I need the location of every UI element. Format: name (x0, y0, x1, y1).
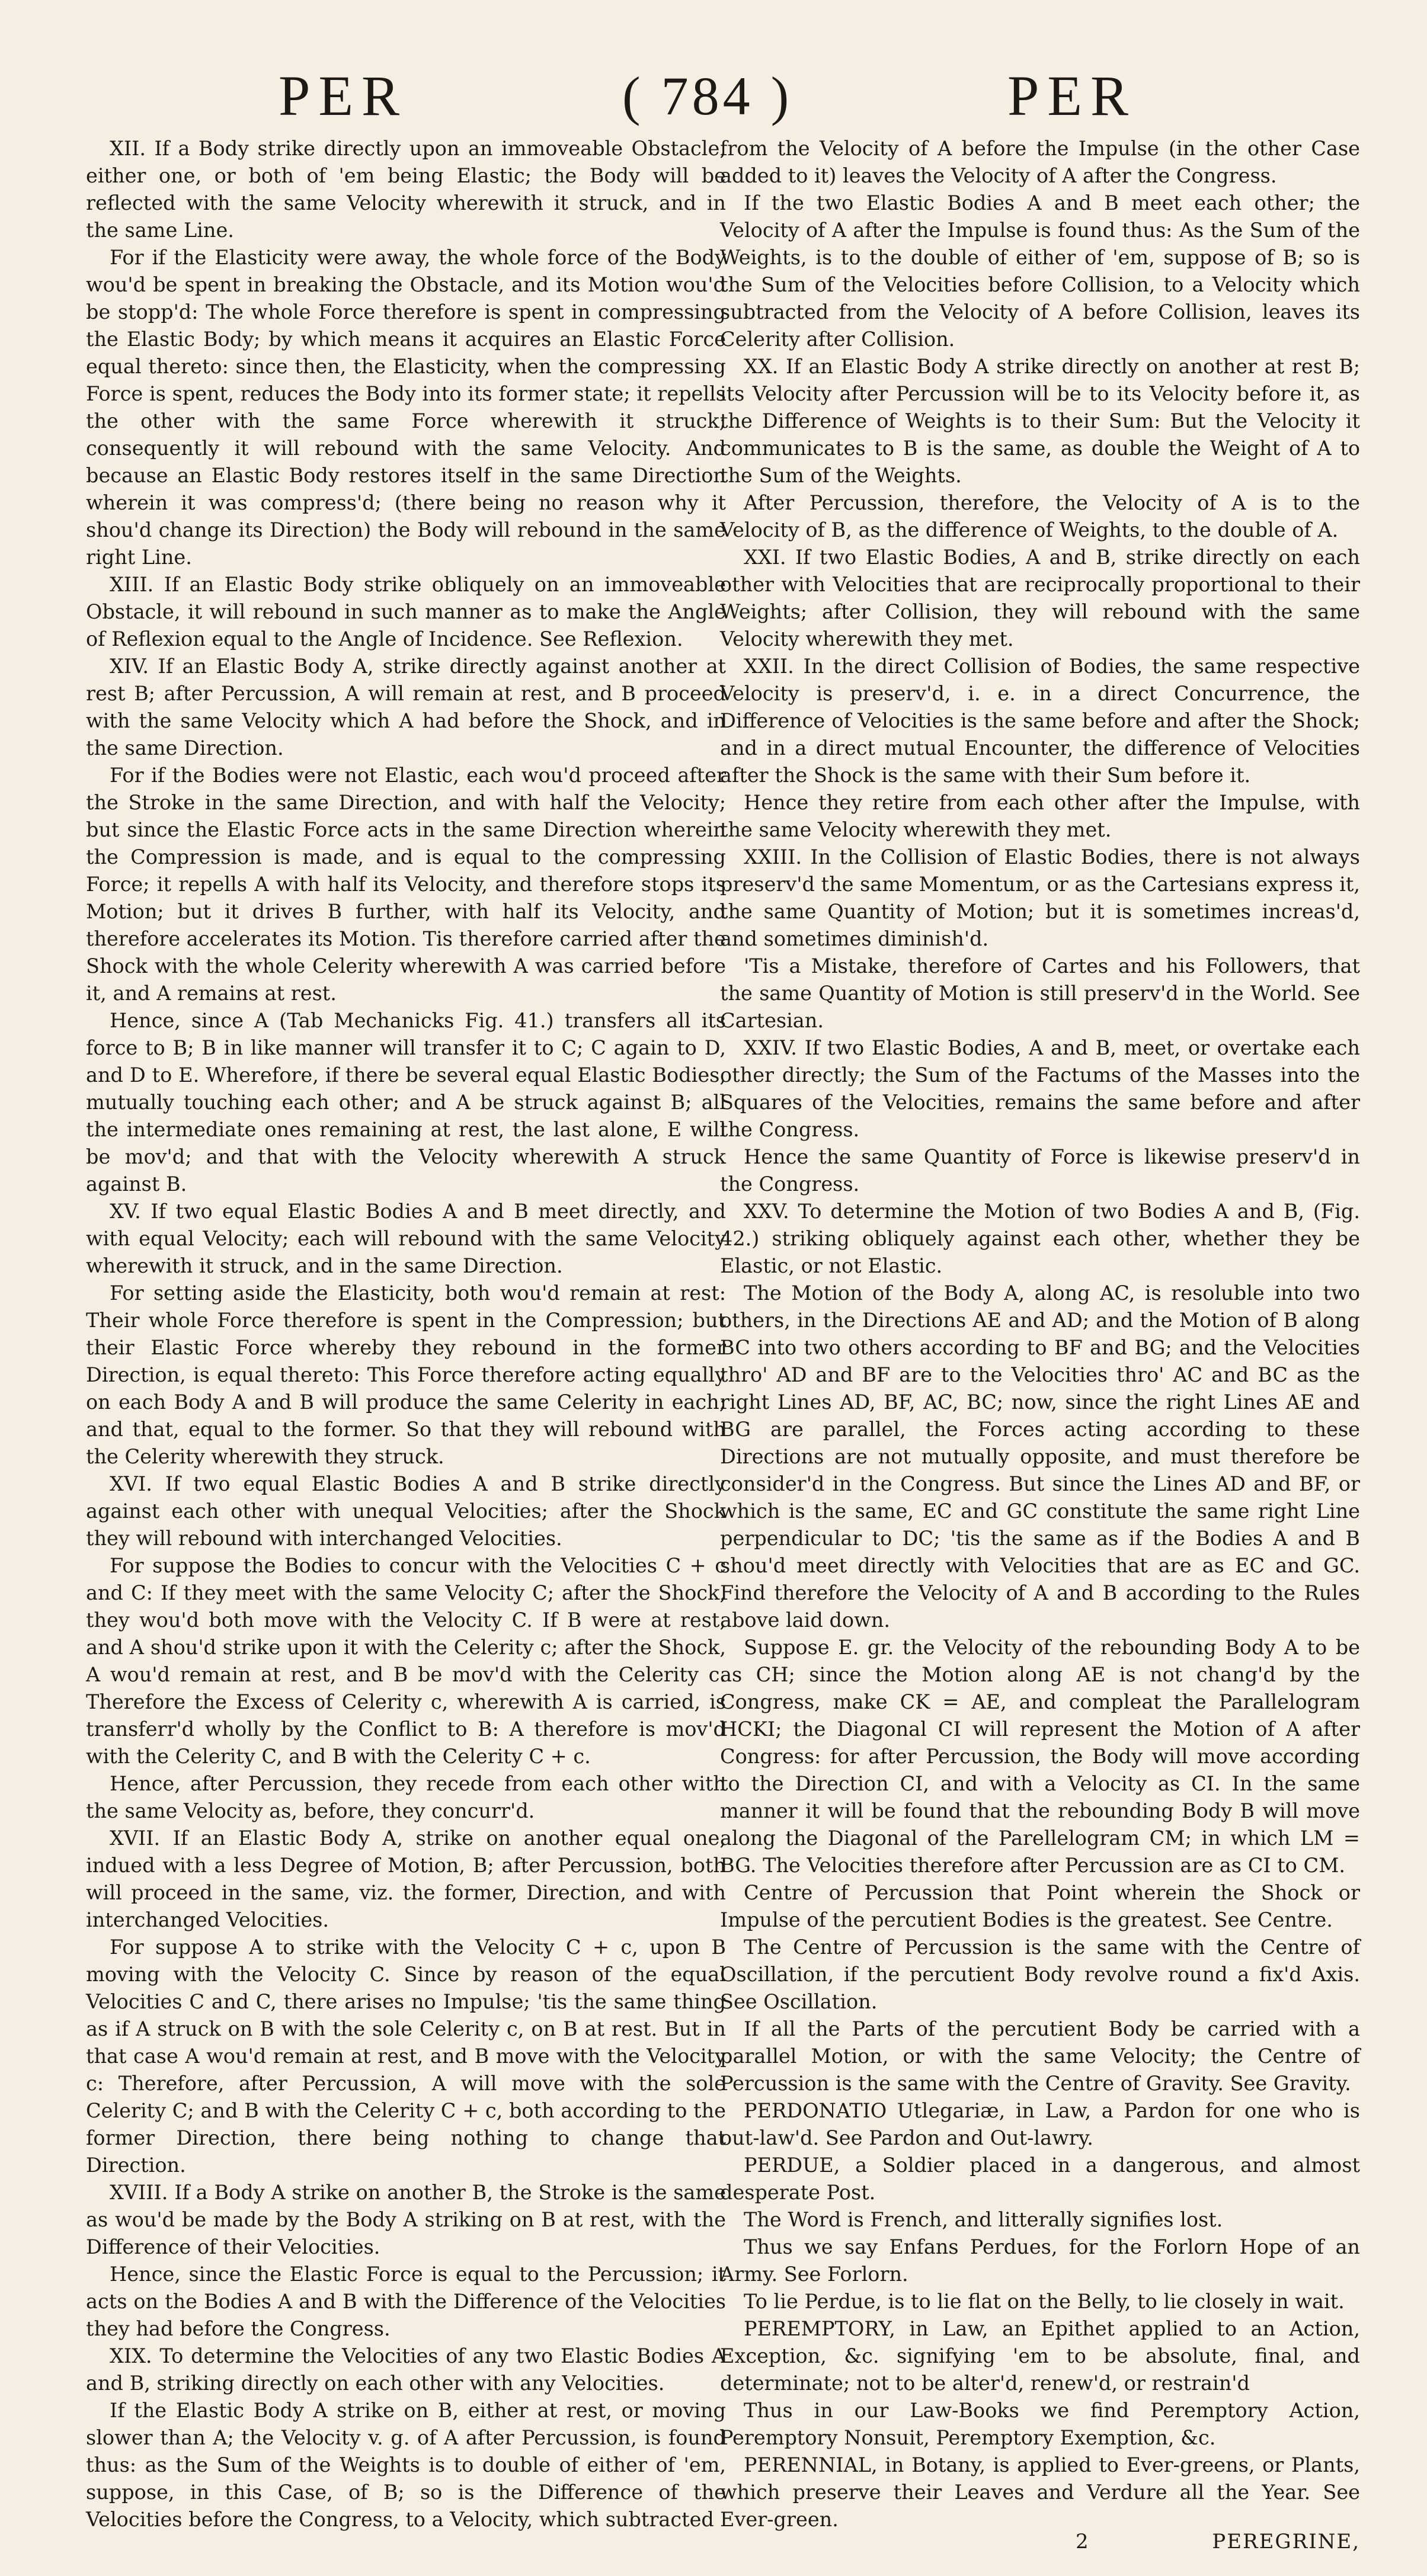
paragraph: XXIII. In the Collision of Elastic Bodies, there is not always preserv'd the same Momentum, or as the Cartesians express it, the same Quantity of Motion; but it is sometimes increas'd, and sometimes diminish'd. (720, 845, 1360, 950)
paragraph: Hence they retire from each other after the Impulse, with the same Velocity wherewith they met. (720, 791, 1360, 841)
paragraph: The Motion of the Body A, along AC, is resoluble into two others, in the Directions AE and AD; and the Motion of B along BC into two others according to BF and BG; and the Velocities thro' AD and BF are to the Velocities thro' AC and BC as the right Lines AD, BF, AC, BC; now, since the right Lines AE and BG are parallel, the Forces acting according to these Directions are not mutually opposite, and must therefore be consider'd in the Congress. But since the Lines AD and BF, or which is the same, EC and GC constitute the same right Line perpendicular to DC; 'tis the same as if the Bodies A and B shou'd meet directly with Velocities that are as EC and GC. Find therefore the Velocity of A and B according to the Rules above laid down. (720, 1281, 1360, 1632)
paragraph: XIII. If an Elastic Body strike obliquely on an immoveable Obstacle, it will rebound in such manner as to make the Angle of Reflexion equal to the Angle of Incidence. See Reflexion. (86, 573, 726, 651)
catchword: PEREGRINE, (1212, 2530, 1360, 2553)
paragraph: Hence, after Percussion, they recede from each other with the same Velocity as, before, they concurr'd. (86, 1772, 726, 1822)
paragraph: The Centre of Percussion is the same with the Centre of Oscillation, if the percutient Body revolve round a fix'd Axis. See Oscillation. (720, 1936, 1360, 2013)
page-footer (720, 2530, 1360, 2559)
paragraph: XIV. If an Elastic Body A, strike directly against another at rest B; after Percussion, A will remain at rest, and B proceed with the same Velocity which A had before the Shock, and in the same Direction. (86, 655, 726, 760)
paragraph: PEREMPTORY, in Law, an Epithet applied to an Action, Exception, &c. signifying 'em to be absolute, final, and determinate; not to be alter'd, renew'd, or restrain'd (720, 2317, 1360, 2395)
paragraph: If the two Elastic Bodies A and B meet each other; the Velocity of A after the Impulse is found thus: As the Sum of the Weights, is to the double of either of 'em, suppose of B; so is the Sum of the Velocities before Collision, to a Velocity which subtracted from the Velocity of A before Collision, leaves its Celerity after Collision. (720, 191, 1360, 351)
paragraph: Centre of Percussion that Point wherein the Shock or Impulse of the percutient Bodies is the greatest. See Centre. (720, 1881, 1360, 1931)
left-column (86, 135, 726, 2533)
paragraph: For setting aside the Elasticity, both wou'd remain at rest: Their whole Force therefore is spent in the Compression; but their Elastic Force whereby they rebound in the former Direction, is equal thereto: This Force therefore acting equally on each Body A and B will produce the same Celerity in each; and that, equal to the former. So that they will rebound with the Celerity wherewith they struck. (86, 1281, 726, 1468)
right-column (720, 135, 1360, 2533)
paragraph: The Word is French, and litterally signifies lost. (744, 2208, 1223, 2231)
paragraph: To lie Perdue, is to lie flat on the Belly, to lie closely in wait. (744, 2290, 1345, 2313)
paragraph: 'Tis a Mistake, therefore of Cartes and his Followers, that the same Quantity of Motion is still preserv'd in the World. See Cartesian. (720, 954, 1360, 1032)
running-head-left: PER (279, 64, 408, 127)
signature-mark: 2 (1076, 2530, 1089, 2553)
paragraph: XXIV. If two Elastic Bodies, A and B, meet, or overtake each other directly; the Sum of the Factums of the Masses into the Squares of the Velocities, remains the same before and after the Congress. (720, 1036, 1360, 1141)
paragraph: XIX. To determine the Velocities of any two Elastic Bodies A and B, striking directly on each other with any Velocities. (86, 2344, 726, 2395)
paragraph: Hence, since the Elastic Force is equal to the Percussion; it acts on the Bodies A and B with the Difference of the Velocities they had before the Congress. (86, 2263, 726, 2340)
paragraph: For if the Elasticity were away, the whole force of the Body wou'd be spent in breaking the Obstacle, and its Motion wou'd be stopp'd: The whole Force therefore is spent in compressing the Elastic Body; by which means it acquires an Elastic Force equal thereto: since then, the Elasticity, when the compressing Force is spent, reduces the Body into its former state; it repells the other with the same Force wherewith it struck; consequently it will rebound with the same Velocity. And because an Elastic Body restores itself in the same Direction wherein it was compress'd; (there being no reason why it shou'd change its Direction) the Body will rebound in the same right Line. (86, 246, 726, 569)
paragraph: Suppose E. gr. the Velocity of the rebounding Body A to be as CH; since the Motion along AE is not chang'd by the Congress, make CK = AE, and compleat the Parallelogram HCKI; the Diagonal CI will represent the Motion of A after Congress: for after Percussion, the Body will move according to the Direction CI, and with a Velocity as CI. In the same manner it will be found that the rebounding Body B will move along the Diagonal of the Parellelogram CM; in which LM = BG. The Velocities therefore after Percussion are as CI to CM. (720, 1636, 1360, 1877)
paragraph: Hence the same Quantity of Force is likewise preserv'd in the Congress. (720, 1145, 1360, 1196)
paragraph: After Percussion, therefore, the Velocity of A is to the Velocity of B, as the difference of Weights, to the double of A. (720, 491, 1360, 542)
paragraph: XXI. If two Elastic Bodies, A and B, strike directly on each other with Velocities that are reciprocally proportional to their Weights; after Collision, they will rebound with the same Velocity wherewith they met. (720, 546, 1360, 651)
page-header (0, 66, 1427, 132)
paragraph: XXII. In the direct Collision of Bodies, the same respective Velocity is preserv'd, i. e. in a direct Concurrence, the Difference of Velocities is the same before and after the Shock; and in a direct mutual Encounter, the difference of Velocities after the Shock is the same with their Sum before it. (720, 655, 1360, 787)
paragraph: Thus we say Enfans Perdues, for the Forlorn Hope of an Army. See Forlorn. (720, 2235, 1360, 2286)
paragraph: If all the Parts of the percutient Body be carried with a parallel Motion, or with the same Velocity; the Centre of Percussion is the same with the Centre of Gravity. See Gravity. (720, 2017, 1360, 2095)
paragraph: Hence, since A (Tab Mechanicks Fig. 41.) transfers all its force to B; B in like manner will transfer it to C; C again to D, and D to E. Wherefore, if there be several equal Elastic Bodies, mutually touching each other; and A be struck against B; all the intermediate ones remaining at rest, the last alone, E will be mov'd; and that with the Velocity wherewith A struck against B. (86, 1009, 726, 1196)
paragraph: Thus in our Law-Books we find Peremptory Action, Peremptory Nonsuit, Peremptory Exemption, &c. (720, 2399, 1360, 2449)
paragraph: XVI. If two equal Elastic Bodies A and B strike directly against each other with unequal Velocities; after the Shock they will rebound with interchanged Velocities. (86, 1472, 726, 1550)
paragraph: XV. If two equal Elastic Bodies A and B meet directly, and with equal Velocity; each will rebound with the same Velocity wherewith it struck, and in the same Direction. (86, 1200, 726, 1277)
paragraph: PERDUE, a Soldier placed in a dangerous, and almost desperate Post. (720, 2154, 1360, 2204)
paragraph: XX. If an Elastic Body A strike directly on another at rest B; its Velocity after Percussion will be to its Velocity before it, as the Difference of Weights is to their Sum: But the Velocity it communicates to B is the same, as double the Weight of A to the Sum of the Weights. (720, 355, 1360, 487)
paragraph: XVII. If an Elastic Body A, strike on another equal one, indued with a less Degree of Motion, B; after Percussion, both will proceed in the same, viz. the former, Direction, and with interchanged Velocities. (86, 1827, 726, 1931)
paragraph: If the Elastic Body A strike on B, either at rest, or moving slower than A; the Velocity v. g. of A after Percussion, is found thus: as the Sum of the Weights is to double of either of 'em, suppose, in this Case, of B; so is the Difference of the Velocities before the Congress, to a Velocity, which subtracted (86, 2399, 726, 2531)
paragraph: PERENNIAL, in Botany, is applied to Ever-greens, or Plants, which preserve their Leaves and Verdure all the Year. See Ever-green. (720, 2453, 1360, 2531)
paragraph: XII. If a Body strike directly upon an immoveable Obstacle, either one, or both of 'em being Elastic; the Body will be reflected with the same Velocity wherewith it struck, and in the same Line. (86, 137, 726, 242)
paragraph: XVIII. If a Body A strike on another B, the Stroke is the same as wou'd be made by the Body A striking on B at rest, with the Difference of their Velocities. (86, 2181, 726, 2258)
page-number: ( 784 ) (622, 66, 793, 126)
paragraph: For suppose A to strike with the Velocity C + c, upon B moving with the Velocity C. Since by reason of the equal Velocities C and C, there arises no Impulse; 'tis the same thing as if A struck on B with the sole Celerity c, on B at rest. But in that case A wou'd remain at rest, and B move with the Velocity c: Therefore, after Percussion, A will move with the sole Celerity C; and B with the Celerity C + c, both according to the former Direction, there being nothing to change that Direction. (86, 1936, 726, 2177)
paragraph: from the Velocity of A before the Impulse (in the other Case added to it) leaves the Velocity of A after the Congress. (720, 137, 1360, 187)
paragraph: For suppose the Bodies to concur with the Velocities C + c and C: If they meet with the same Velocity C; after the Shock, they wou'd both move with the Velocity C. If B were at rest, and A shou'd strike upon it with the Celerity c; after the Shock, A wou'd remain at rest, and B be mov'd with the Celerity c. Therefore the Excess of Celerity c, wherewith A is carried, is transferr'd wholly by the Conflict to B: A therefore is mov'd with the Celerity C, and B with the Celerity C + c. (86, 1554, 726, 1768)
paragraph: For if the Bodies were not Elastic, each wou'd proceed after the Stroke in the same Direction, and with half the Velocity; but since the Elastic Force acts in the same Direction wherein the Compression is made, and is equal to the compressing Force; it repells A with half its Velocity, and therefore stops its Motion; but it drives B further, with half its Velocity, and therefore accelerates its Motion. Tis therefore carried after the Shock with the whole Celerity wherewith A was carried before it, and A remains at rest. (86, 764, 726, 1005)
paragraph: PERDONATIO Utlegariæ, in Law, a Pardon for one who is out-law'd. See Pardon and Out-lawry. (720, 2099, 1360, 2149)
running-head-right: PER (1007, 64, 1137, 127)
paragraph: XXV. To determine the Motion of two Bodies A and B, (Fig. 42.) striking obliquely against each other, whether they be Elastic, or not Elastic. (720, 1200, 1360, 1277)
